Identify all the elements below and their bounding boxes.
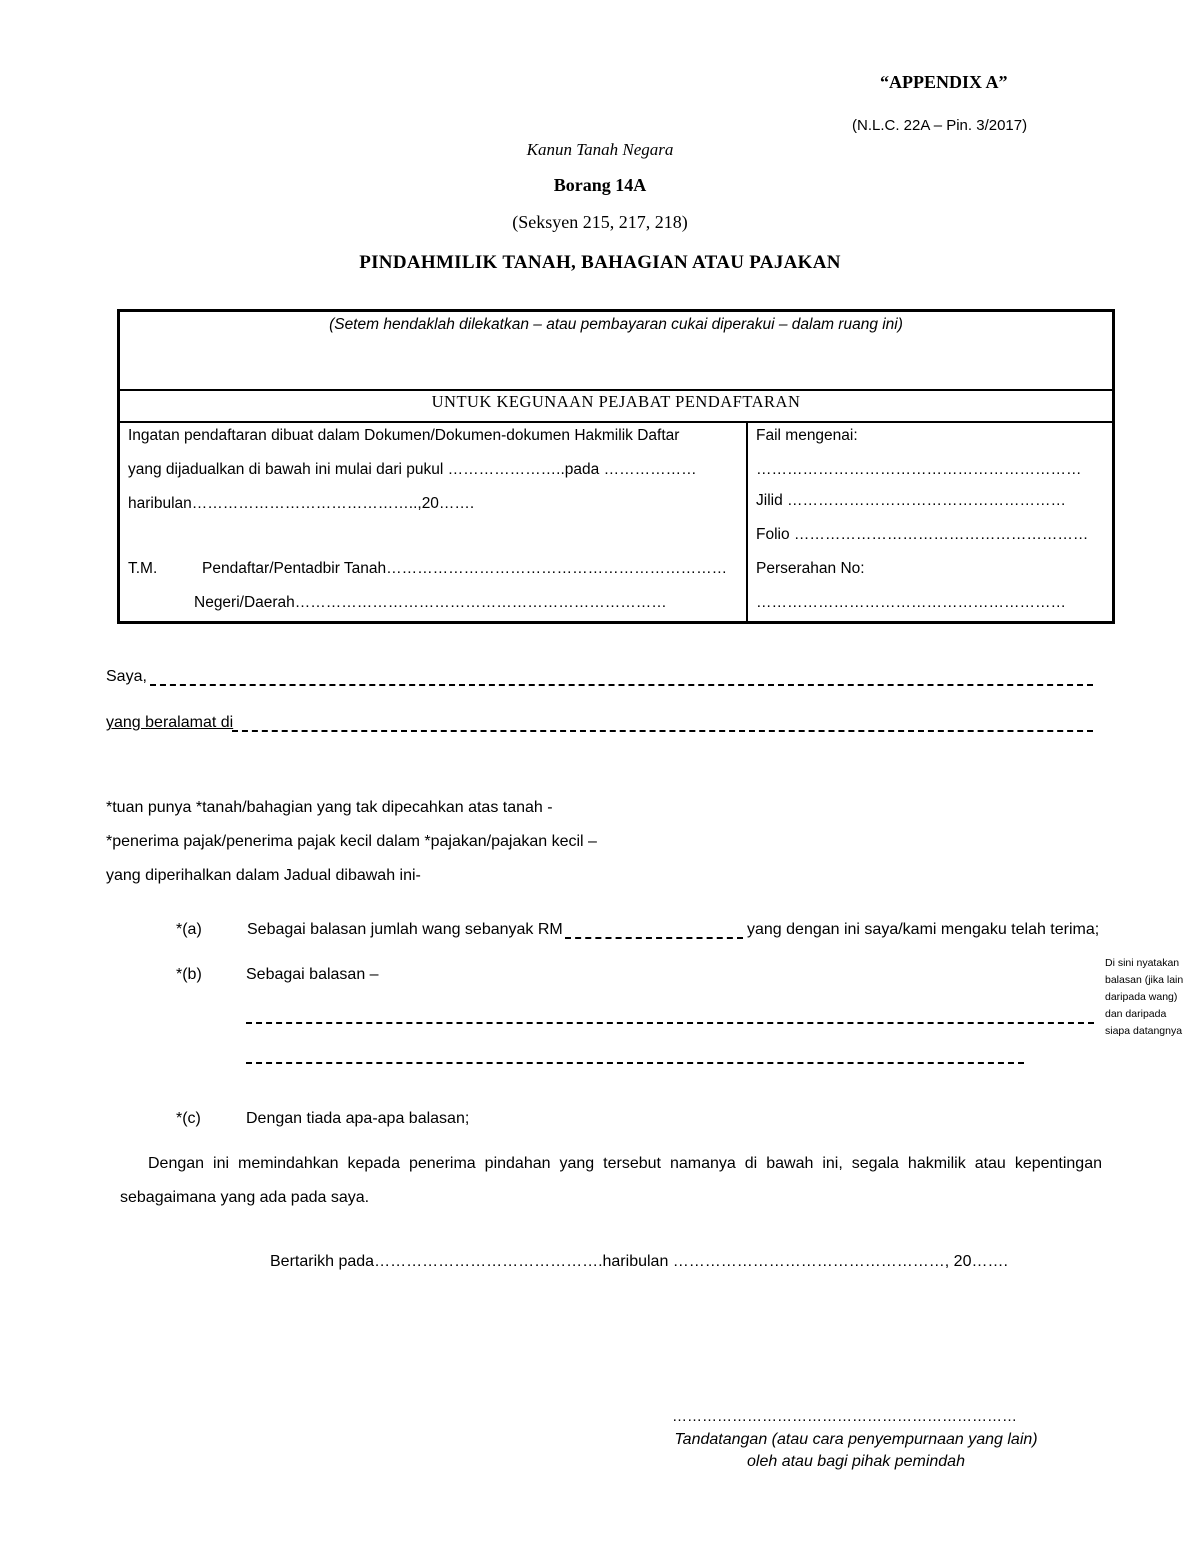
- alamat-label: yang beralamat di: [106, 714, 234, 731]
- form-number: Borang 14A: [553, 175, 647, 195]
- folio-line: Folio …………………………………………………: [756, 526, 1089, 543]
- box-divider-mid: [120, 421, 1112, 423]
- form-reference: (N.L.C. 22A – Pin. 3/2017): [852, 117, 1028, 134]
- fail-label: Fail mengenai:: [756, 427, 858, 444]
- option-a-text: Sebagai balasan jumlah wang sebanyak RM: [247, 921, 563, 938]
- option-b-label: *(b): [176, 966, 202, 983]
- side-note: Di sini nyatakan balasan (jika lain daripada wang) dan daripada siapa datangnya: [1105, 957, 1184, 1037]
- option-a-label: *(a): [176, 921, 202, 938]
- saya-fill-line[interactable]: [150, 684, 1093, 686]
- alamat-fill-line[interactable]: [232, 730, 1093, 732]
- registry-memo-line2: yang dijadualkan di bawah ini mulai dari pukul …………………..pada ………………: [128, 461, 697, 478]
- diperihalkan-line: yang diperihalkan dalam Jadual dibawah ini-: [106, 867, 421, 884]
- option-b-text: Sebagai balasan –: [246, 966, 379, 983]
- saya-label: Saya,: [106, 668, 147, 685]
- amount-fill-line[interactable]: [565, 937, 743, 939]
- transfer-line2: sebagaimana yang ada pada saya.: [120, 1189, 370, 1206]
- consideration-fill-line-2[interactable]: [246, 1062, 1024, 1064]
- perserahan-dots: ……………………………………………………: [756, 594, 1066, 611]
- office-use-heading: UNTUK KEGUNAAN PEJABAT PENDAFTARAN: [431, 392, 801, 411]
- section-reference: (Seksyen 215, 217, 218): [512, 212, 688, 232]
- perserahan-label: Perserahan No:: [756, 560, 865, 577]
- tm-label: T.M.: [128, 560, 158, 577]
- consideration-fill-line-1[interactable]: [246, 1022, 1094, 1024]
- transfer-line1: Dengan ini memindahkan kepada penerima pindahan yang tersebut namanya di bawah ini, segala hakmilik atau kepentingan: [148, 1155, 1102, 1172]
- pendaftar-line: Pendaftar/Pentadbir Tanah…………………………………………………………: [202, 560, 728, 577]
- box-divider-top: [120, 389, 1112, 391]
- registry-box: [117, 309, 1115, 624]
- option-c-text: Dengan tiada apa-apa balasan;: [246, 1110, 470, 1127]
- penerima-line: *penerima pajak/penerima pajak kecil dalam *pajakan/pajakan kecil –: [106, 833, 597, 850]
- registry-memo-line3: haribulan……………………………………..,20…….: [128, 495, 475, 512]
- page-title: PINDAHMILIK TANAH, BAHAGIAN ATAU PAJAKAN: [359, 252, 841, 273]
- stamp-note: (Setem hendaklah dilekatkan – atau pembayaran cukai diperakui – dalam ruang ini): [329, 316, 903, 333]
- box-divider-vertical: [746, 423, 748, 621]
- jilid-line: Jilid ………………………………………………: [756, 492, 1067, 509]
- date-line: Bertarikh pada…………………………………….haribulan ……………………………………………, 20…….: [270, 1253, 1008, 1270]
- signature-line[interactable]: ……………………………………………………………: [672, 1408, 1017, 1425]
- registry-memo-line1: Ingatan pendaftaran dibuat dalam Dokumen/Dokumen-dokumen Hakmilik Daftar: [128, 427, 680, 444]
- negeri-line: Negeri/Daerah………………………………………………………………: [194, 594, 667, 611]
- signature-caption-2: oleh atau bagi pihak pemindah: [747, 1453, 965, 1470]
- act-name: Kanun Tanah Negara: [526, 140, 674, 159]
- tuan-punya-line: *tuan punya *tanah/bahagian yang tak dipecahkan atas tanah -: [106, 799, 553, 816]
- option-a-text2: yang dengan ini saya/kami mengaku telah terima;: [747, 921, 1100, 938]
- signature-caption-1: Tandatangan (atau cara penyempurnaan yang lain): [674, 1431, 1038, 1448]
- appendix-label: “APPENDIX A”: [880, 72, 1008, 92]
- fail-dots: ………………………………………………………: [756, 461, 1082, 478]
- option-c-label: *(c): [176, 1110, 201, 1127]
